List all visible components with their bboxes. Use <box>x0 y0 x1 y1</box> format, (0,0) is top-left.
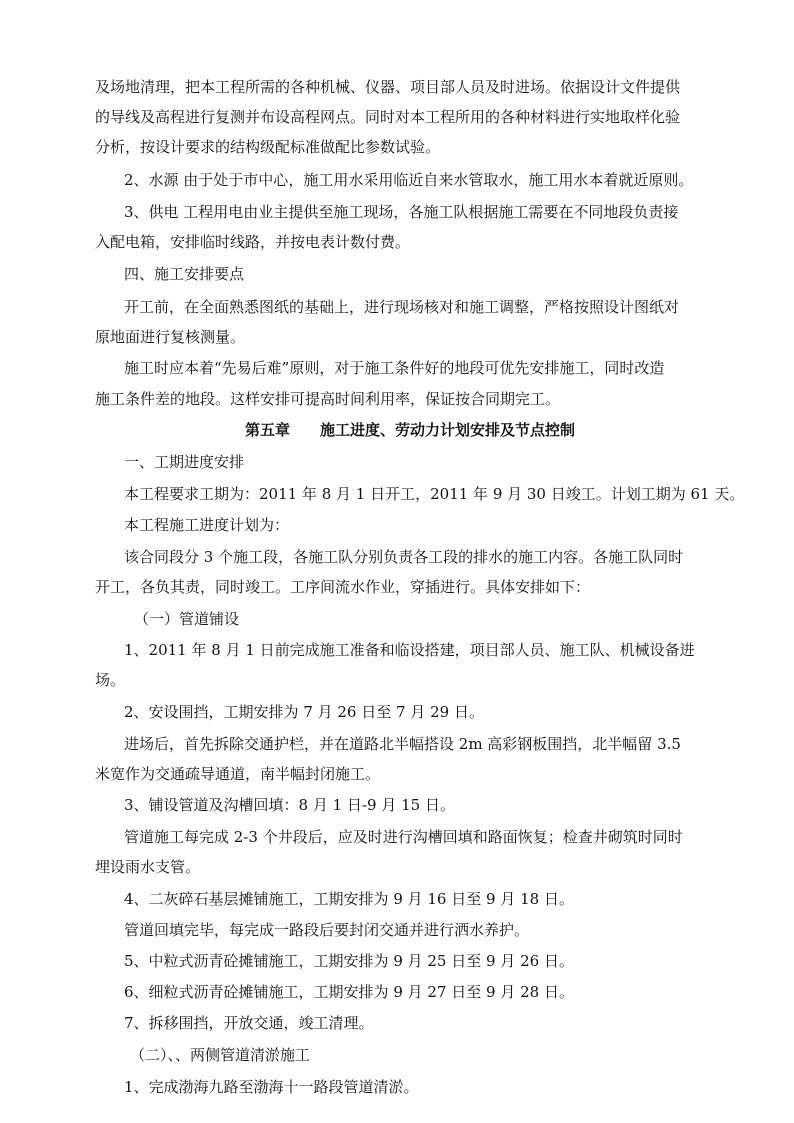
paragraph-line: 进场后，首先拆除交通护栏，并在道路北半幅搭设 2m 高彩钢板围挡，北半幅留 3.5 <box>124 735 681 753</box>
paragraph-line: 本工程要求工期为：2011 年 8 月 1 日开工，2011 年 9 月 30 日竣工。计划工期为 61 天。 <box>124 485 745 503</box>
subsection-heading: （二）、、两侧管道清淤施工 <box>130 1046 311 1064</box>
paragraph-line: 管道回填完毕，每完成一路段后要封闭交通并进行洒水养护。 <box>124 921 530 939</box>
list-item: 5、中粒式沥青砼摊铺施工，工期安排为 9 月 25 日至 9 月 26 日。 <box>124 952 574 970</box>
paragraph-line: 施工条件差的地段。这样安排可提高时间利用率，保证按合同期完工。 <box>95 390 561 408</box>
paragraph-line: 管道施工每完成 2-3 个井段后，应及时进行沟槽回填和路面恢复；检查井砌筑时同时 <box>124 828 683 846</box>
subsection-heading: （一）管道铺设 <box>134 610 240 628</box>
paragraph-line: 的导线及高程进行复测并布设高程网点。同时对本工程所用的各种材料进行实地取样化验 <box>95 108 681 126</box>
paragraph-line: 分析，按设计要求的结构级配标准做配比参数试验。 <box>95 138 441 156</box>
section-heading: 四、施工安排要点 <box>124 265 245 283</box>
list-item: 3、铺设管道及沟槽回填：8 月 1 日-9 月 15 日。 <box>124 796 455 814</box>
list-item: 2、安设围挡，工期安排为 7 月 26 日至 7 月 29 日。 <box>124 703 484 721</box>
paragraph-line: 开工前，在全面熟悉图纸的基础上，进行现场核对和施工调整，严格按照设计图纸对 <box>124 298 680 316</box>
paragraph-line: 米宽作为交通疏导通道，南半幅封闭施工。 <box>95 765 381 783</box>
paragraph-line: 施工时应本着“先易后难”原则，对于施工条件好的地段可优先安排施工，同时改造 <box>124 359 665 377</box>
section-heading: 一、工期进度安排 <box>124 453 245 471</box>
paragraph-line: 该合同段分 3 个施工段，各施工队分别负责各工段的排水的施工内容。各施工队同时 <box>124 548 684 566</box>
paragraph-line: 原地面进行复核测量。 <box>95 328 246 346</box>
paragraph-line: 本工程施工进度计划为： <box>124 516 290 534</box>
chapter-title: 施工进度、劳动力计划安排及节点控制 <box>320 421 576 439</box>
paragraph-line: 场。 <box>95 671 126 689</box>
list-item: 1、完成渤海九路至渤海十一路段管道清淤。 <box>124 1078 419 1096</box>
list-item: 1、2011 年 8 月 1 日前完成施工准备和临设搭建，项目部人员、施工队、机械设备进 <box>124 641 695 659</box>
paragraph-line: 开工，各负其责，同时竣工。工序间流水作业，穿插进行。具体安排如下： <box>95 578 591 596</box>
list-item: 7、拆移围挡，开放交通，竣工清理。 <box>124 1014 374 1032</box>
chapter-heading <box>245 420 575 440</box>
paragraph-line: 入配电箱，安排临时线路，并按电表计数付费。 <box>95 233 411 251</box>
list-item: 6、细粒式沥青砼摊铺施工，工期安排为 9 月 27 日至 9 月 28 日。 <box>124 983 574 1001</box>
list-item: 4、二灰碎石基层摊铺施工，工期安排为 9 月 16 日至 9 月 18 日。 <box>124 890 574 908</box>
paragraph-line: 及场地清理，把本工程所需的各种机械、仪器、项目部人员及时进场。依据设计文件提供 <box>95 78 681 96</box>
chapter-number: 第五章 <box>245 421 291 439</box>
paragraph-line: 埋设雨水支管。 <box>95 858 201 876</box>
paragraph-water-source: 2、水源 由于处于市中心，施工用水采用临近自来水管取水，施工用水本着就近原则。 <box>124 171 694 189</box>
paragraph-power-supply: 3、供电 工程用电由业主提供至施工现场，各施工队根据施工需要在不同地段负责接 <box>124 203 679 221</box>
